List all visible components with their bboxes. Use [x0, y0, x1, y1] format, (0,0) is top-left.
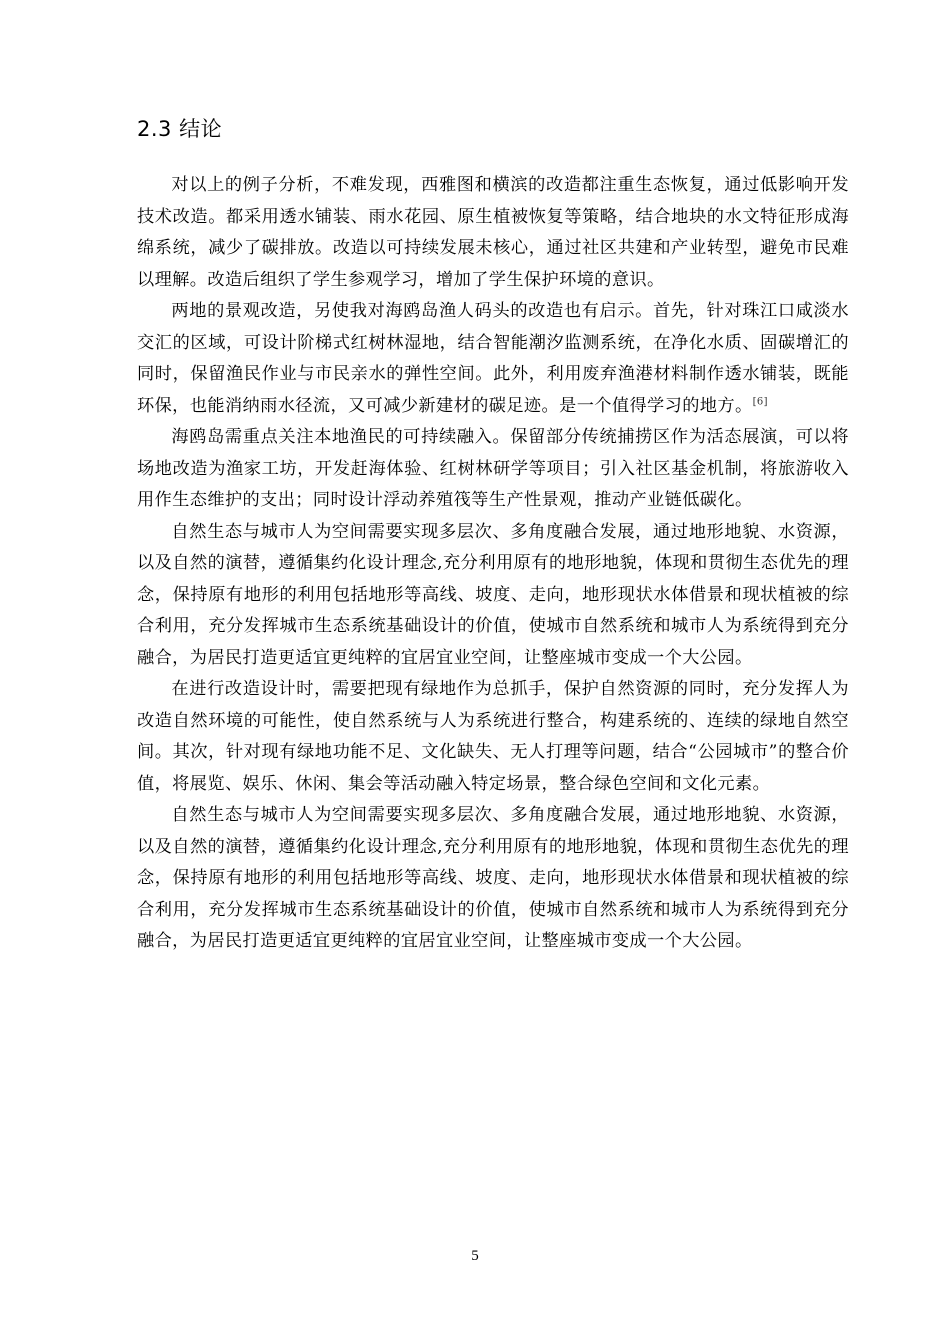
paragraph-ecology-integration-repeat: 自然生态与城市人为空间需要实现多层次、多角度融合发展，通过地形地貌、水资源，以及自然的演替，遵循集约化设计理念,充分利用原有的地形地貌，体现和贯彻生态优先的理念，保持原有地形的利用包括地形等高线、坡度、走向，地形现状水体借景和现状植被的综合利用，充分发挥城市生态系统基础设计的价值，使城市自然系统和城市人为系统得到充分融合，为居民打造更适宜更纯粹的宜居宜业空间，让整座城市变成一个大公园。 — [137, 805, 849, 951]
paragraph-text: 两地的景观改造，另使我对海鸥岛渔人码头的改造也有启示。首先，针对珠江口咸淡水交汇的区域，可设计阶梯式红树林湿地，结合智能潮汐监测系统，在净化水质、固碳增汇的同时，保留渔民作业与市民亲水的弹性空间。此外，利用废弃渔港材料制作透水铺装，既能环保，也能消纳雨水径流，又可减少新建材的碳足迹。是一个值得学习的地方。 — [137, 301, 849, 416]
paragraph-fishermen-integration: 海鸥岛需重点关注本地渔民的可持续融入。保留部分传统捕捞区作为活态展演，可以将场地改造为渔家工坊，开发赶海体验、红树林研学等项目；引入社区基金机制，将旅游收入用作生态维护的支出；同时设计浮动养殖筏等生产性景观，推动产业链低碳化。 — [137, 427, 849, 510]
paragraph-haiou-island-inspiration — [137, 296, 849, 422]
page-number: 5 — [471, 1248, 479, 1264]
paragraph-ecology-integration: 自然生态与城市人为空间需要实现多层次、多角度融合发展，通过地形地貌、水资源，以及自然的演替，遵循集约化设计理念,充分利用原有的地形地貌，体现和贯彻生态优先的理念，保持原有地形的利用包括地形等高线、坡度、走向，地形现状水体借景和现状植被的综合利用，充分发挥城市生态系统基础设计的价值，使城市自然系统和城市人为系统得到充分融合，为居民打造更适宜更纯粹的宜居宜业空间，让整座城市变成一个大公园。 — [137, 521, 849, 668]
page-body — [137, 108, 849, 958]
paragraph-conclusion-summary: 对以上的例子分析，不难发现，西雅图和横滨的改造都注重生态恢复，通过低影响开发技术改造。都采用透水铺装、雨水花园、原生植被恢复等策略，结合地块的水文特征形成海绵系统，减少了碳排放。改造以可持续发展未核心，通过社区共建和产业转型，避免市民难以理解。改造后组织了学生参观学习，增加了学生保护环境的意识。 — [137, 175, 849, 290]
citation-reference: [6] — [752, 395, 768, 407]
paragraph-green-space-design: 在进行改造设计时，需要把现有绿地作为总抓手，保护自然资源的同时，充分发挥人为改造自然环境的可能性，使自然系统与人为系统进行整合，构建系统的、连续的绿地自然空间。其次，针对现有绿地功能不足、文化缺失、无人打理等问题，结合“公园城市”的整合价值，将展览、娱乐、休闲、集会等活动融入特定场景，整合绿色空间和文化元素。 — [137, 679, 849, 794]
section-heading: 2.3 结论 — [137, 117, 223, 141]
